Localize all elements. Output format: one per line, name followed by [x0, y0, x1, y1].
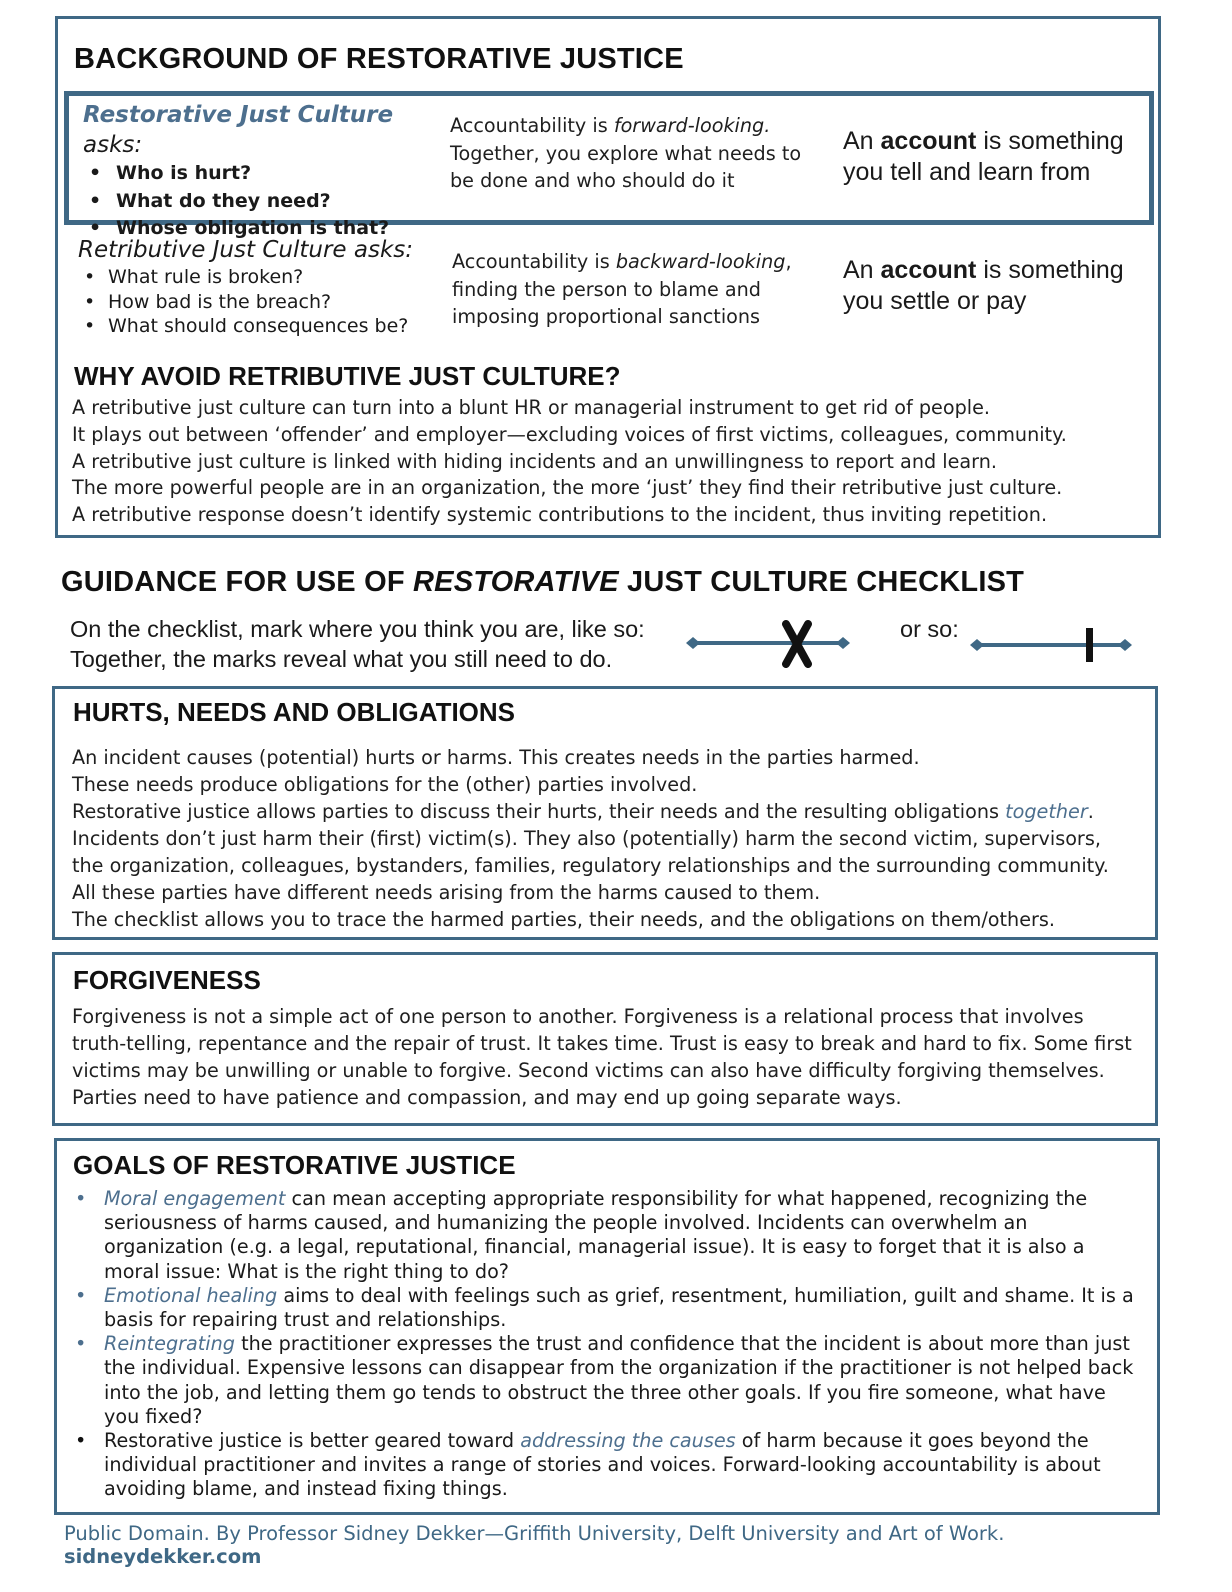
goal-text: can mean accepting appropriate responsibility for what happened, recognizing the seriousness of harms caused, and humanizing the people involved. Incidents can overwhelm an organization (e.g. a legal, reputational, financial, managerial issue). It is easy to forget that it is also a moral issue: What is the right thing to do? — [104, 1187, 1088, 1283]
list-item: • How bad is the breach? — [78, 290, 448, 315]
list-item: • Whose obligation is that? — [83, 215, 453, 243]
goals-section — [54, 1138, 1160, 1515]
acc-em: forward-looking. — [613, 114, 771, 137]
list-item — [73, 1284, 1141, 1332]
forgiveness-text: Forgiveness is not a simple act of one person to another. Forgiveness is a relational process that involves truth-telling, repentance and the repair of trust. It takes time. Trust is easy to break and hard to fix. Some first victims may be unwilling or unable to forgive. Second victims can also have difficulty forgiving themselves. Parties need to have patience and compassion, and may end up going separate ways. — [72, 1005, 1132, 1109]
restorative-heading: Restorative Just Culture — [83, 102, 394, 128]
footer-site-link[interactable]: sidneydekker.com — [64, 1545, 262, 1568]
forgiveness-title: FORGIVENESS — [73, 965, 261, 995]
list-item — [73, 1187, 1141, 1284]
why-line: A retributive response doesn’t identify systemic contributions to the incident, thus inviting repetition. — [72, 503, 1048, 527]
hurts-line: An incident causes (potential) hurts or harms. This creates needs in the parties harmed. — [72, 746, 920, 769]
acc-rest: Together, you explore what needs to be done and who should do it — [450, 141, 802, 192]
guidance-line-1: On the checklist, mark where you think you are, like so: — [70, 616, 645, 642]
scale-end-left — [686, 637, 700, 649]
restorative-heading-line — [83, 100, 453, 160]
background-title: BACKGROUND OF RESTORATIVE JUSTICE — [74, 43, 684, 75]
scale-end-left — [970, 639, 984, 651]
retributive-accountability — [452, 248, 822, 331]
retributive-heading: Retributive Just Culture asks: — [78, 237, 413, 263]
hurts-text — [72, 744, 1152, 933]
hurts-title: HURTS, NEEDS AND OBLIGATIONS — [73, 697, 516, 727]
account-pre: An — [843, 256, 881, 284]
guidance-line-2: Together, the marks reveal what you still need to do. — [70, 646, 613, 672]
why-avoid-title: WHY AVOID RETRIBUTIVE JUST CULTURE? — [74, 361, 621, 391]
footer-text: Public Domain. By Professor Sidney Dekker—Griffith University, Delft University and Art of Work. — [64, 1522, 1005, 1545]
list-item: • What rule is broken? — [78, 265, 448, 290]
hurts-line — [72, 798, 1152, 825]
acc-rest: , finding the person to blame and imposing proportional sanctions — [452, 250, 792, 328]
retributive-question-list — [78, 265, 448, 339]
restorative-accountability — [450, 112, 820, 195]
account-pre: An — [843, 127, 881, 155]
hurts-line3-em: together — [1005, 800, 1088, 823]
acc-pre: Accountability is — [452, 250, 616, 273]
restorative-panel — [64, 91, 1154, 239]
goal-text: of harm because it goes beyond the individual practitioner and invites a range of stories and voices. Forward-looking accountability is about avoiding blame, and instead fixing things. — [104, 1429, 1101, 1501]
list-item: • Who is hurt? — [83, 160, 453, 188]
guidance-title-pre: GUIDANCE FOR USE OF — [61, 566, 414, 598]
forgiveness-section — [52, 952, 1158, 1126]
x-mark-example — [684, 618, 854, 668]
list-item: • What should consequences be? — [78, 314, 448, 339]
retributive-account — [843, 255, 1153, 317]
account-word: account — [880, 256, 977, 284]
guidance-title — [61, 566, 1024, 599]
list-item — [73, 1332, 1141, 1429]
why-line: A retributive just culture is linked with hiding incidents and an unwillingness to report and learn. — [72, 449, 997, 473]
goals-title: GOALS OF RESTORATIVE JUSTICE — [73, 1150, 516, 1180]
acc-em: backward-looking — [615, 250, 786, 273]
hurts-line3-post: . — [1087, 800, 1094, 823]
goal-em: addressing the causes — [520, 1429, 736, 1453]
why-line: A retributive just culture can turn into a blunt HR or managerial instrument to get rid of people. — [72, 396, 991, 419]
goal-pre: Restorative justice is better geared toward — [104, 1429, 521, 1453]
bar-mark-example — [968, 620, 1134, 670]
list-item — [73, 1429, 1141, 1502]
goals-list — [73, 1187, 1141, 1502]
hurts-section — [52, 686, 1158, 940]
hurts-line: The checklist allows you to trace the harmed parties, their needs, and the obligations on them/others. — [72, 908, 1056, 931]
why-avoid-text — [72, 395, 1152, 529]
goal-text: the practitioner expresses the trust and confidence that the incident is about more than just the individual. Expensive lessons can disappear from the organization if the practitioner is not helped back into the job, and letting them go tends to obstruct the three other goals. If you fire someone, what have you fixed? — [104, 1332, 1134, 1428]
guidance-instructions — [70, 614, 645, 674]
restorative-account — [843, 126, 1143, 188]
acc-pre: Accountability is — [450, 114, 614, 137]
goal-text: aims to deal with feelings such as grief, resentment, humiliation, guilt and shame. It is a basis for repairing trust and relationships. — [104, 1283, 1134, 1332]
restorative-question-list — [83, 160, 453, 243]
goal-em: Moral engagement — [104, 1187, 286, 1210]
retributive-questions — [78, 235, 448, 339]
why-line: The more powerful people are in an organization, the more ‘just’ they find their retributive just culture. — [72, 476, 1063, 500]
bar-mark-icon — [1086, 628, 1093, 662]
hurts-line: Incidents don’t just harm their (first) victim(s). They also (potentially) harm the second victim, supervisors, the organization, colleagues, bystanders, families, regulatory relationships and the surrounding community. All these parties have different needs arising from the harms caused to them. — [72, 827, 1109, 904]
background-section — [55, 16, 1161, 538]
account-word: account — [880, 127, 977, 155]
guidance-title-em: RESTORATIVE — [413, 566, 619, 598]
restorative-questions — [83, 100, 453, 243]
hurts-line3-pre: Restorative justice allows parties to discuss their hurts, their needs and the resulting obligations — [72, 800, 1006, 823]
scale-end-right — [836, 637, 850, 649]
goal-em: Reintegrating — [104, 1332, 235, 1356]
scale-end-right — [1118, 639, 1132, 651]
why-line: It plays out between ‘offender’ and employer—excluding voices of first victims, colleagues, community. — [72, 422, 1067, 446]
account-rest: is something you tell and learn from — [843, 127, 1124, 186]
list-item: • What do they need? — [83, 188, 453, 216]
account-rest: is something you settle or pay — [843, 256, 1124, 315]
hurts-line: These needs produce obligations for the (other) parties involved. — [72, 773, 698, 796]
restorative-asks: asks: — [83, 132, 143, 158]
footer — [64, 1522, 1164, 1568]
goal-em: Emotional healing — [104, 1283, 278, 1307]
guidance-title-post: JUST CULTURE CHECKLIST — [618, 566, 1025, 598]
or-so-label: or so: — [900, 616, 959, 642]
